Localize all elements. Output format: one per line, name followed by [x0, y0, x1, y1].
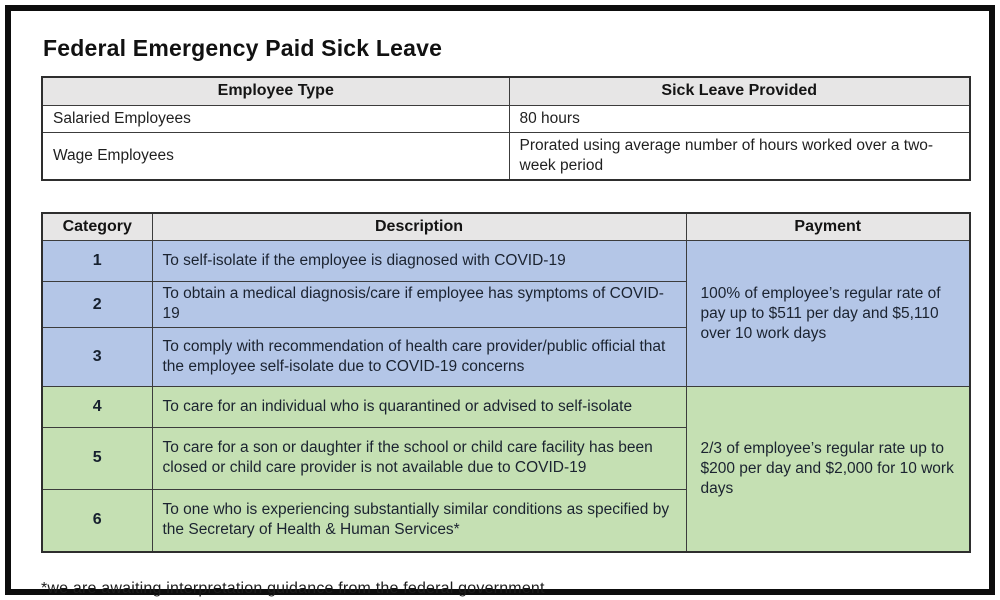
column-header-category: Category	[42, 213, 152, 241]
sick-leave-cell: 80 hours	[509, 105, 970, 132]
document-frame	[5, 5, 995, 595]
table-row-salaried	[42, 105, 970, 132]
sick-leave-table-header-row	[42, 77, 970, 105]
column-header-payment: Payment	[686, 213, 970, 241]
footnote-text: *we are awaiting interpretation guidance from the federal government	[41, 579, 545, 597]
category-description: To comply with recommendation of health care provider/public official that the employee self-isolate due to COVID-19 concerns	[152, 328, 686, 387]
page-title: Federal Emergency Paid Sick Leave	[43, 35, 443, 61]
table-row-wage	[42, 132, 970, 180]
category-number: 6	[42, 490, 152, 552]
category-number: 1	[42, 241, 152, 282]
payment-cell-two-thirds-rate: 2/3 of employee’s regular rate up to $200 per day and $2,000 for 10 work days	[686, 387, 970, 552]
category-description: To self-isolate if the employee is diagnosed with COVID-19	[152, 241, 686, 282]
table-row-category-1	[42, 241, 970, 282]
category-description: To care for a son or daughter if the school or child care facility has been closed or child care provider is not available due to COVID-19	[152, 428, 686, 490]
category-number: 4	[42, 387, 152, 428]
payment-cell-full-rate: 100% of employee’s regular rate of pay up to $511 per day and $5,110 over 10 work days	[686, 241, 970, 387]
category-table	[41, 212, 971, 553]
column-header-description: Description	[152, 213, 686, 241]
column-header-sick-leave-provided: Sick Leave Provided	[509, 77, 970, 105]
employee-type-cell: Wage Employees	[42, 132, 509, 180]
sick-leave-table	[41, 76, 971, 181]
employee-type-cell: Salaried Employees	[42, 105, 509, 132]
category-description: To care for an individual who is quarantined or advised to self-isolate	[152, 387, 686, 428]
column-header-employee-type: Employee Type	[42, 77, 509, 105]
category-number: 3	[42, 328, 152, 387]
category-description: To one who is experiencing substantially similar conditions as specified by the Secretary of Health & Human Services*	[152, 490, 686, 552]
category-description: To obtain a medical diagnosis/care if employee has symptoms of COVID-19	[152, 282, 686, 328]
category-number: 2	[42, 282, 152, 328]
category-number: 5	[42, 428, 152, 490]
category-table-header-row	[42, 213, 970, 241]
table-row-category-4	[42, 387, 970, 428]
sick-leave-cell: Prorated using average number of hours worked over a two-week period	[509, 132, 970, 180]
